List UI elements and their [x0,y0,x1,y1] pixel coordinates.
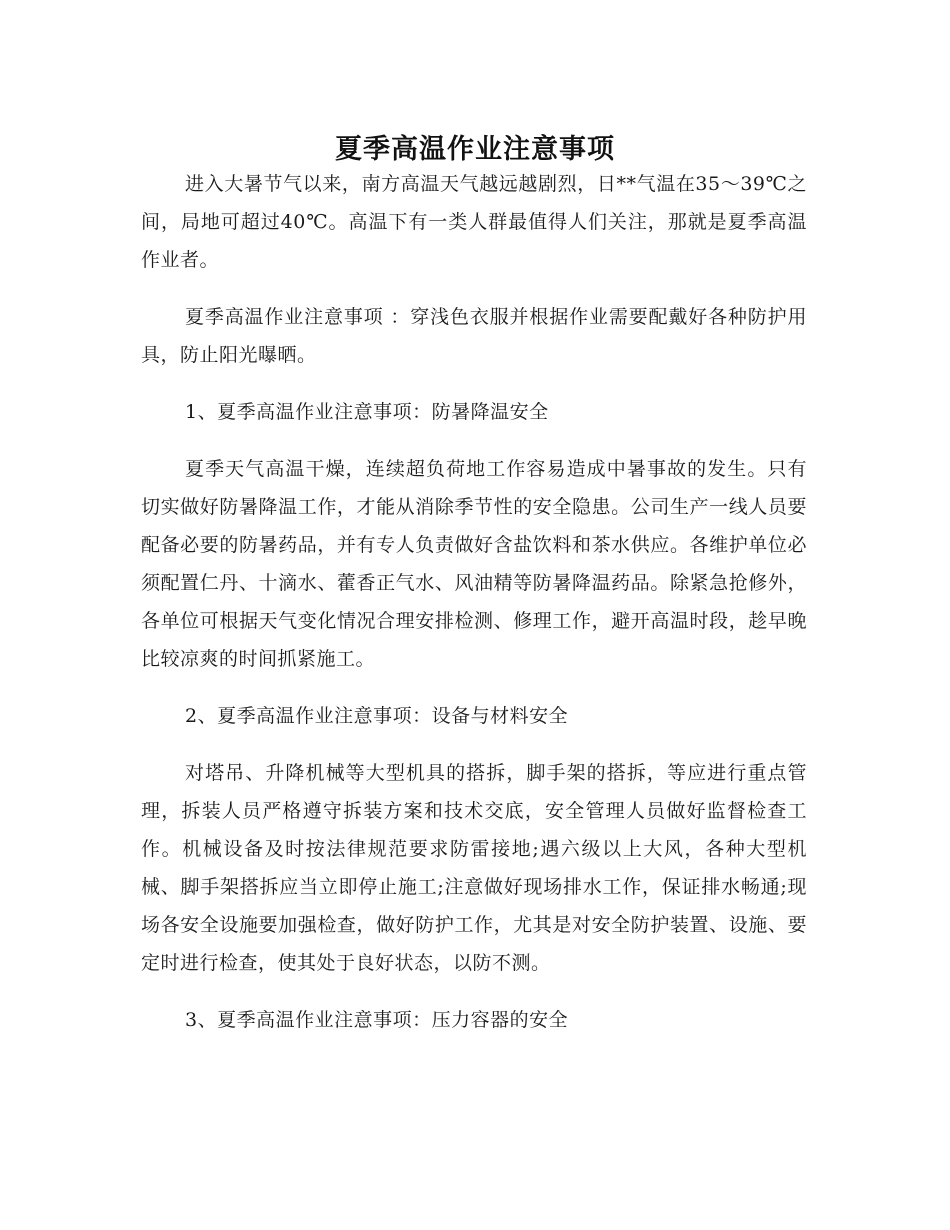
intro-paragraph: 进入大暑节气以来，南方高温天气越远越剧烈，日**气温在35～39℃之间，局地可超过40℃。高温下有一类人群最值得人们关注，那就是夏季高温作业者。 [141,173,807,271]
section-heading-3: 3、夏季高温作业注意事项：压力容器的安全 [185,1009,569,1031]
document-body [141,165,807,1058]
section-body-2: 对塔吊、升降机械等大型机具的搭拆，脚手架的搭拆，等应进行重点管理，拆装人员严格遵守拆装方案和技术交底，安全管理人员做好监督检查工作。机械设备及时按法律规范要求防雷接地;遇六级以上大风，各种大型机械、脚手架搭拆应当立即停止施工;注意做好现场排水工作，保证排水畅通;现场各安全设施要加强检查，做好防护工作，尤其是对安全防护装置、设施、要定时进行检查，使其处于良好状态，以防不测。 [141,762,807,974]
page-title: 夏季高温作业注意事项 [335,134,615,166]
section-heading-1: 1、夏季高温作业注意事项：防暑降温安全 [185,401,549,423]
section-heading-2: 2、夏季高温作业注意事项：设备与材料安全 [185,705,569,727]
section-body-1: 夏季天气高温干燥，连续超负荷地工作容易造成中暑事故的发生。只有切实做好防暑降温工作，才能从消除季节性的安全隐患。公司生产一线人员要配备必要的防暑药品，并有专人负责做好含盐饮料和茶水供应。各维护单位必须配置仁丹、十滴水、藿香正气水、风油精等防暑降温药品。除紧急抢修外，各单位可根据天气变化情况合理安排检测、修理工作，避开高温时段，趁早晚比较凉爽的时间抓紧施工。 [141,458,807,670]
clothing-paragraph: 夏季高温作业注意事项 ：穿浅色衣服并根据作业需要配戴好各种防护用具，防止阳光曝晒。 [141,306,807,366]
